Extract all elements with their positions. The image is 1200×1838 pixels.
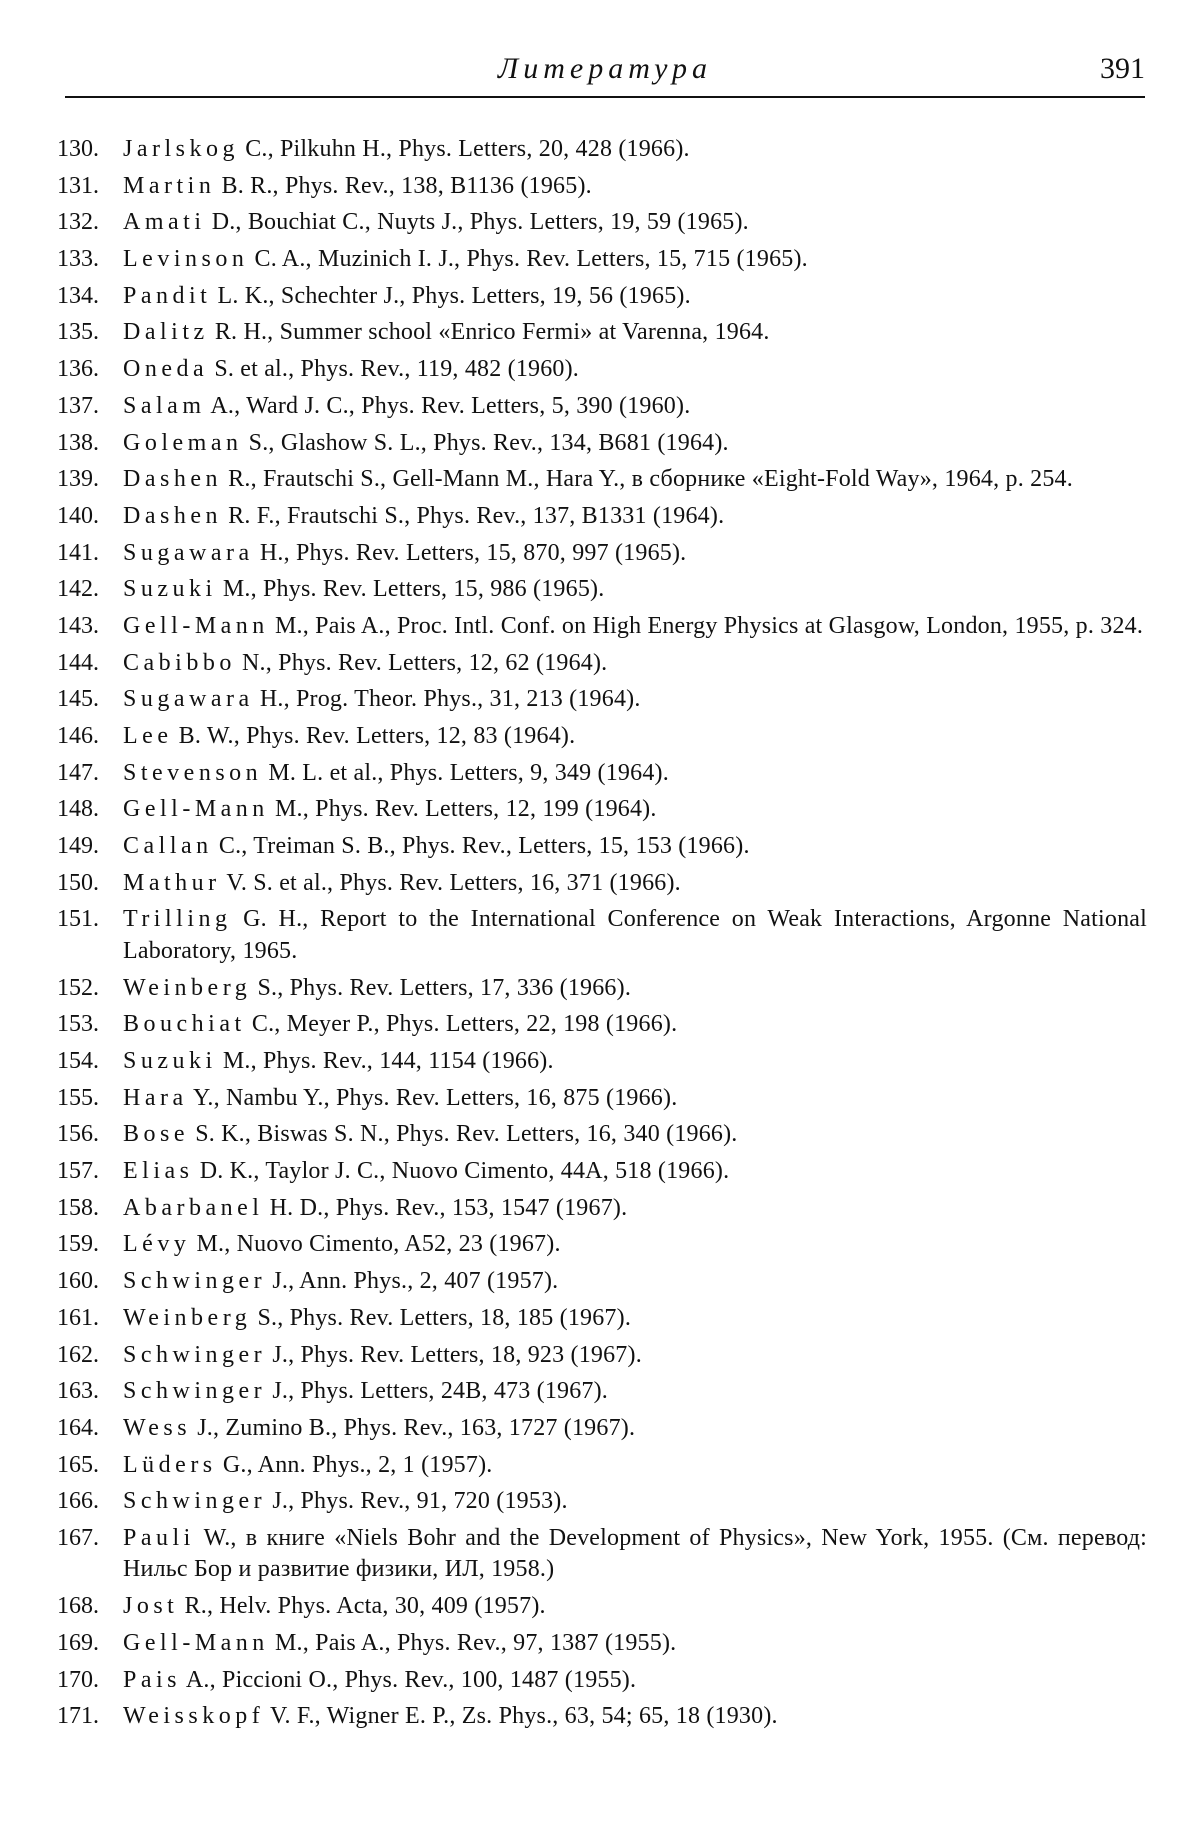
reference-citation: G. H., Report to the International Conference on Weak Interactions, Argonne National Laboratory, 1965. (123, 906, 1147, 964)
reference-number: 140. (57, 502, 99, 529)
reference-citation: M., Nuovo Cimento, A52, 23 (1967). (190, 1231, 561, 1258)
reference-citation: M., Phys. Rev. Letters, 15, 986 (1965). (216, 576, 605, 603)
reference-list (57, 134, 1147, 1738)
reference-citation: D., Bouchiat C., Nuyts J., Phys. Letters, 19, 59 (1965). (205, 209, 749, 236)
reference-citation: M., Pais A., Phys. Rev., 97, 1387 (1955). (268, 1629, 677, 1656)
reference-number: 145. (57, 686, 99, 713)
reference-citation: D. K., Taylor J. C., Nuovo Cimento, 44A, 518 (1966). (193, 1158, 730, 1185)
reference-author: Levinson (123, 246, 249, 273)
reference-item (57, 1229, 1147, 1261)
reference-number: 130. (57, 136, 99, 162)
reference-number: 167. (57, 1524, 99, 1551)
reference-number: 163. (57, 1378, 99, 1405)
reference-citation: J., Phys. Letters, 24B, 473 (1967). (266, 1378, 609, 1405)
reference-citation: B. W., Phys. Rev. Letters, 12, 83 (1964). (172, 723, 576, 749)
reference-author: Weisskopf (123, 1703, 265, 1730)
reference-citation: R., Helv. Phys. Acta, 30, 409 (1957). (178, 1593, 546, 1620)
reference-author: Hara (123, 1084, 188, 1111)
reference-number: 138. (57, 429, 99, 456)
reference-number: 171. (57, 1703, 99, 1730)
reference-citation: H., Phys. Rev. Letters, 15, 870, 997 (1965). (253, 539, 687, 566)
reference-item (57, 538, 1147, 570)
reference-author: Jost (123, 1593, 179, 1620)
reference-author: Bouchiat (123, 1011, 246, 1038)
reference-citation: M., Pais A., Proc. Intl. Conf. on High Energy Physics at Glasgow, London, 1955, p. 324. (268, 612, 1144, 639)
reference-citation: A., Ward J. C., Phys. Rev. Letters, 5, 390 (1960). (205, 392, 691, 419)
reference-author: Dashen (123, 502, 222, 529)
reference-author: Dalitz (123, 319, 209, 346)
reference-citation: M., Phys. Rev., 144, 1154 (1966). (216, 1048, 554, 1074)
reference-item (57, 648, 1147, 680)
reference-citation: C. A., Muzinich I. J., Phys. Rev. Letters, 15, 715 (1965). (248, 246, 808, 273)
reference-item (57, 428, 1147, 460)
reference-item (57, 1156, 1147, 1188)
reference-number: 133. (57, 246, 99, 273)
reference-citation: N., Phys. Rev. Letters, 12, 62 (1964). (235, 649, 608, 676)
reference-item (57, 244, 1147, 276)
reference-item (57, 1303, 1147, 1335)
reference-citation: L. K., Schechter J., Phys. Letters, 19, 56 (1965). (211, 282, 691, 309)
reference-number: 154. (57, 1048, 99, 1074)
reference-author: Abarbanel (123, 1194, 264, 1221)
reference-item (57, 1413, 1147, 1445)
reference-item (57, 973, 1147, 1005)
reference-number: 166. (57, 1488, 99, 1515)
reference-citation: S., Phys. Rev. Letters, 17, 336 (1966). (251, 974, 632, 1001)
reference-number: 151. (57, 906, 99, 933)
reference-citation: V. S. et al., Phys. Rev. Letters, 16, 371 (1966). (220, 869, 681, 896)
reference-author: Schwinger (123, 1378, 267, 1405)
reference-author: Gell-Mann (123, 612, 269, 639)
reference-item (57, 831, 1147, 863)
reference-author: Weinberg (123, 974, 252, 1001)
reference-author: Schwinger (123, 1488, 267, 1515)
reference-citation: H., Prog. Theor. Phys., 31, 213 (1964). (253, 686, 641, 713)
reference-citation: S. et al., Phys. Rev., 119, 482 (1960). (208, 356, 580, 383)
reference-item (57, 1486, 1147, 1518)
reference-number: 150. (57, 869, 99, 896)
reference-number: 159. (57, 1231, 99, 1258)
reference-citation: R. F., Frautschi S., Phys. Rev., 137, B1331 (1964). (221, 502, 725, 529)
reference-number: 147. (57, 759, 99, 786)
reference-item (57, 574, 1147, 606)
reference-author: Martin (123, 172, 216, 199)
reference-author: Trilling (123, 906, 232, 933)
reference-item (57, 317, 1147, 349)
reference-item (57, 1665, 1147, 1697)
reference-author: Amati (123, 209, 206, 236)
reference-number: 139. (57, 466, 99, 493)
reference-author: Cabibbo (123, 649, 236, 676)
reference-number: 160. (57, 1268, 99, 1295)
reference-number: 148. (57, 796, 99, 823)
reference-item (57, 1450, 1147, 1482)
reference-author: Callan (123, 833, 213, 860)
reference-number: 157. (57, 1158, 99, 1185)
reference-citation: W., в книге «Niels Bohr and the Development of Physics», New York, 1955. (См. перевод: Нильс Бор и развитие физики, ИЛ, 1958.) (123, 1524, 1147, 1583)
reference-citation: Y., Nambu Y., Phys. Rev. Letters, 16, 875 (1966). (187, 1084, 678, 1111)
reference-citation: J., Phys. Rev., 91, 720 (1953). (266, 1488, 568, 1515)
reference-citation: C., Pilkuhn H., Phys. Letters, 20, 428 (1966). (239, 136, 690, 162)
reference-author: Pandit (123, 282, 212, 309)
reference-number: 162. (57, 1341, 99, 1368)
reference-item (57, 1266, 1147, 1298)
reference-number: 142. (57, 576, 99, 603)
reference-item (57, 171, 1147, 203)
reference-author: Weinberg (123, 1304, 252, 1331)
reference-item (57, 758, 1147, 790)
reference-citation: J., Ann. Phys., 2, 407 (1957). (266, 1268, 559, 1295)
reference-item (57, 1046, 1147, 1078)
reference-author: Salam (123, 392, 206, 419)
reference-citation: G., Ann. Phys., 2, 1 (1957). (216, 1451, 493, 1478)
reference-author: Pauli (123, 1524, 195, 1551)
reference-number: 143. (57, 612, 99, 639)
reference-citation: V. F., Wigner E. P., Zs. Phys., 63, 54; 65, 18 (1930). (264, 1703, 778, 1730)
reference-number: 164. (57, 1414, 99, 1441)
reference-author: Jarlskog (123, 136, 239, 162)
reference-item (57, 391, 1147, 423)
reference-number: 137. (57, 392, 99, 419)
header-rule (65, 96, 1145, 98)
reference-citation: J., Zumino B., Phys. Rev., 163, 1727 (1967). (191, 1414, 636, 1441)
reference-item (57, 1628, 1147, 1660)
reference-citation: C., Treiman S. B., Phys. Rev., Letters, 15, 153 (1966). (212, 833, 750, 860)
reference-number: 136. (57, 356, 99, 383)
reference-citation: S., Glashow S. L., Phys. Rev., 134, B681 (1964). (242, 429, 729, 456)
reference-author: Dashen (123, 466, 222, 493)
reference-item (57, 501, 1147, 533)
reference-author: Suzuki (123, 576, 217, 603)
reference-item (57, 1083, 1147, 1115)
reference-author: Gell-Mann (123, 796, 269, 823)
reference-item (57, 354, 1147, 386)
reference-number: 152. (57, 974, 99, 1001)
reference-citation: B. R., Phys. Rev., 138, B1136 (1965). (215, 172, 592, 199)
reference-citation: M. L. et al., Phys. Letters, 9, 349 (1964). (262, 759, 669, 786)
reference-number: 141. (57, 539, 99, 566)
reference-author: Goleman (123, 429, 243, 456)
reference-number: 134. (57, 282, 99, 309)
reference-item (57, 1701, 1147, 1733)
reference-item (57, 611, 1147, 643)
reference-number: 169. (57, 1629, 99, 1656)
reference-citation: H. D., Phys. Rev., 153, 1547 (1967). (263, 1194, 628, 1221)
reference-number: 156. (57, 1121, 99, 1148)
reference-citation: S. K., Biswas S. N., Phys. Rev. Letters, 16, 340 (1966). (189, 1121, 738, 1148)
reference-number: 170. (57, 1666, 99, 1693)
reference-citation: J., Phys. Rev. Letters, 18, 923 (1967). (266, 1341, 642, 1368)
reference-number: 146. (57, 723, 99, 749)
page-header (65, 52, 1145, 98)
reference-author: Schwinger (123, 1341, 267, 1368)
reference-number: 158. (57, 1194, 99, 1221)
reference-citation: M., Phys. Rev. Letters, 12, 199 (1964). (268, 796, 657, 823)
reference-citation: A., Piccioni O., Phys. Rev., 100, 1487 (1955). (181, 1666, 637, 1693)
reference-author: Sugawara (123, 686, 254, 713)
reference-author: Wess (123, 1414, 192, 1441)
reference-item (57, 281, 1147, 313)
reference-number: 144. (57, 649, 99, 676)
page-title: Литература (497, 52, 713, 85)
reference-number: 149. (57, 833, 99, 860)
reference-author: Mathur (123, 869, 221, 896)
reference-item (57, 207, 1147, 239)
page-number: 391 (1100, 52, 1145, 85)
reference-citation: R., Frautschi S., Gell-Mann M., Hara Y., в сборнике «Eight-Fold Way», 1964, p. 254. (221, 466, 1073, 493)
reference-item (57, 721, 1147, 753)
reference-author: Bose (123, 1121, 189, 1148)
reference-item (57, 464, 1147, 496)
reference-number: 155. (57, 1084, 99, 1111)
reference-number: 168. (57, 1593, 99, 1620)
reference-number: 135. (57, 319, 99, 346)
reference-number: 132. (57, 209, 99, 236)
reference-number: 161. (57, 1304, 99, 1331)
reference-number: 153. (57, 1011, 99, 1038)
reference-item (57, 1591, 1147, 1623)
reference-item (57, 1193, 1147, 1225)
reference-number: 131. (57, 172, 99, 199)
reference-item (57, 794, 1147, 826)
reference-author: Sugawara (123, 539, 254, 566)
reference-author: Lee (123, 723, 173, 749)
reference-citation: C., Meyer P., Phys. Letters, 22, 198 (1966). (245, 1011, 678, 1038)
reference-author: Stevenson (123, 759, 263, 786)
reference-author: Gell-Mann (123, 1629, 269, 1656)
reference-author: Lévy (123, 1231, 191, 1258)
reference-item (57, 1523, 1147, 1586)
reference-author: Elias (123, 1158, 194, 1185)
reference-item (57, 1009, 1147, 1041)
reference-item (57, 134, 1147, 166)
reference-item (57, 1340, 1147, 1372)
reference-author: Suzuki (123, 1048, 217, 1074)
reference-author: Pais (123, 1666, 182, 1693)
reference-author: Oneda (123, 356, 209, 383)
reference-item (57, 1119, 1147, 1151)
reference-item (57, 904, 1147, 967)
reference-citation: R. H., Summer school «Enrico Fermi» at Varenna, 1964. (208, 319, 770, 346)
reference-item (57, 684, 1147, 716)
reference-author: Schwinger (123, 1268, 267, 1295)
reference-item (57, 868, 1147, 900)
reference-item (57, 1376, 1147, 1408)
reference-citation: S., Phys. Rev. Letters, 18, 185 (1967). (251, 1304, 632, 1331)
reference-number: 165. (57, 1451, 99, 1478)
reference-author: Lüders (123, 1451, 217, 1478)
